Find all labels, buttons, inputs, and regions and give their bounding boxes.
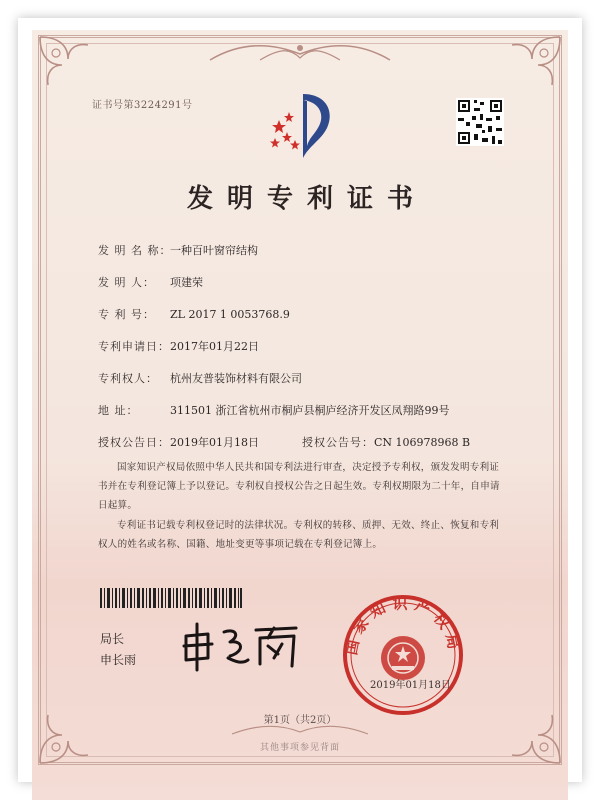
invention-name-row [98,242,258,258]
address-label: 地 址： [98,404,139,417]
filing-date-value: 2017年01月22日 [170,340,259,353]
grant-date-label: 授权公告日： [98,436,170,449]
paragraph-registry-notice: 专利证书记载专利权登记时的法律状况。专利权的转移、质押、无效、终止、恢复和专利权人的姓名或名称、国籍、地址变更等事项记载在专利登记簿上。 [98,520,500,550]
filing-date-label: 专利申请日： [98,340,170,353]
invention-name-value: 一种百叶窗帘结构 [170,244,258,257]
inventor-label: 发 明 人： [98,276,155,289]
corner-ornament-top-right [506,35,562,91]
certificate-number: 证书号第3224291号 [92,100,193,111]
top-ornament [200,40,400,66]
grant-date-value: 2019年01月18日 [170,436,259,449]
address-row [98,402,449,418]
page-number: 第1页（共2页） [263,715,337,726]
filing-date-row [98,338,259,354]
patent-office-emblem-icon [263,90,337,162]
seal-date: 2019年01月18日 [370,680,451,691]
patent-number-value: ZL 2017 1 0053768.9 [170,308,290,321]
patentee-row [98,370,302,386]
patentee-label: 专利权人： [98,372,158,385]
invention-name-label: 发 明 名 称： [98,244,172,257]
grant-number-row [302,434,470,450]
barcode [100,588,242,608]
director-signature [178,618,308,674]
grant-date-row [98,434,259,450]
patent-number-row [98,306,290,322]
seal-text: 国家知识产权局 [342,594,464,657]
certificate-title: 发明专利证书 [186,184,427,214]
grant-number-label: 授权公告号： [302,436,374,449]
bottom-ornament [228,724,372,738]
patent-number-label: 专 利 号： [98,308,155,321]
inventor-value: 项建荣 [170,276,203,289]
corner-ornament-top-left [38,35,94,91]
address-value: 311501 浙江省杭州市桐庐县桐庐经济开发区凤翔路99号 [170,404,450,417]
official-seal [340,592,466,718]
grant-number-value: CN 106978968 B [374,436,471,449]
patentee-value: 杭州友普装饰材料有限公司 [170,372,302,385]
paragraph-legal-notice: 国家知识产权局依照中华人民共和国专利法进行审查，决定授予专利权，颁发发明专利证书并在专利登记簿上予以登记。专利权自授权公告之日起生效。专利权期限为二十年，自申请日起算。 [98,462,500,511]
qr-code [456,98,504,146]
inventor-row [98,274,203,290]
footer-note: 其他事项参见背面 [259,743,340,753]
director-title: 局长 [100,632,125,646]
director-name: 申长雨 [100,653,137,667]
